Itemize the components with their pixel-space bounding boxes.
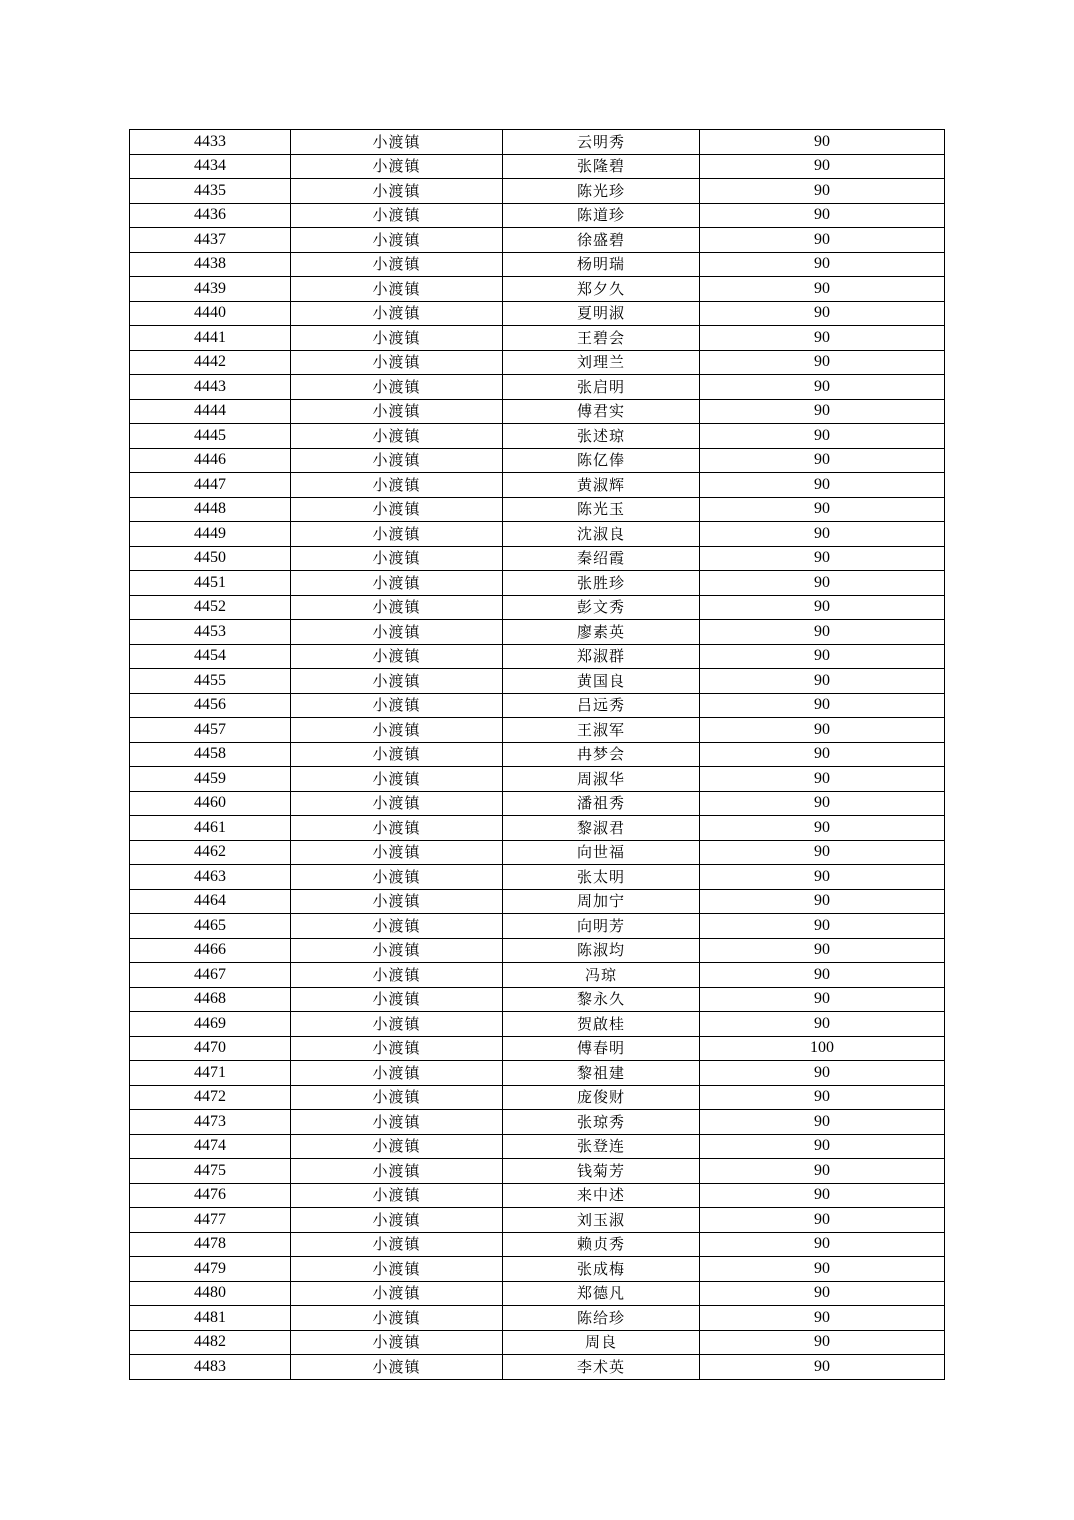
town-cell: 小渡镇 xyxy=(291,179,503,204)
name-cell: 周良 xyxy=(503,1330,700,1355)
table-row xyxy=(130,350,945,375)
name-cell: 庞俊财 xyxy=(503,1085,700,1110)
table-row xyxy=(130,1085,945,1110)
table-row xyxy=(130,424,945,449)
town-cell: 小渡镇 xyxy=(291,938,503,963)
score-cell: 90 xyxy=(700,963,945,988)
score-cell: 90 xyxy=(700,644,945,669)
id-cell: 4460 xyxy=(130,791,291,816)
table-row xyxy=(130,473,945,498)
id-cell: 4454 xyxy=(130,644,291,669)
id-cell: 4437 xyxy=(130,228,291,253)
id-cell: 4469 xyxy=(130,1012,291,1037)
town-cell: 小渡镇 xyxy=(291,1232,503,1257)
town-cell: 小渡镇 xyxy=(291,424,503,449)
score-cell: 90 xyxy=(700,987,945,1012)
table-row xyxy=(130,571,945,596)
id-cell: 4480 xyxy=(130,1281,291,1306)
id-cell: 4435 xyxy=(130,179,291,204)
id-cell: 4481 xyxy=(130,1306,291,1331)
score-cell: 90 xyxy=(700,1183,945,1208)
town-cell: 小渡镇 xyxy=(291,1281,503,1306)
table-row xyxy=(130,1061,945,1086)
name-cell: 贺啟桂 xyxy=(503,1012,700,1037)
score-cell: 90 xyxy=(700,375,945,400)
town-cell: 小渡镇 xyxy=(291,1061,503,1086)
score-cell: 90 xyxy=(700,889,945,914)
id-cell: 4449 xyxy=(130,522,291,547)
town-cell: 小渡镇 xyxy=(291,1110,503,1135)
id-cell: 4463 xyxy=(130,865,291,890)
id-cell: 4470 xyxy=(130,1036,291,1061)
name-cell: 陈给珍 xyxy=(503,1306,700,1331)
name-cell: 张太明 xyxy=(503,865,700,890)
score-cell: 90 xyxy=(700,1110,945,1135)
id-cell: 4448 xyxy=(130,497,291,522)
town-cell: 小渡镇 xyxy=(291,914,503,939)
town-cell: 小渡镇 xyxy=(291,154,503,179)
table-row xyxy=(130,669,945,694)
id-cell: 4479 xyxy=(130,1257,291,1282)
score-cell: 90 xyxy=(700,350,945,375)
name-cell: 周淑华 xyxy=(503,767,700,792)
name-cell: 冉梦会 xyxy=(503,742,700,767)
score-cell: 90 xyxy=(700,546,945,571)
id-cell: 4468 xyxy=(130,987,291,1012)
name-cell: 秦绍霞 xyxy=(503,546,700,571)
name-cell: 张述琼 xyxy=(503,424,700,449)
id-cell: 4459 xyxy=(130,767,291,792)
table-row xyxy=(130,399,945,424)
name-cell: 黄淑辉 xyxy=(503,473,700,498)
name-cell: 张启明 xyxy=(503,375,700,400)
table-row xyxy=(130,1208,945,1233)
town-cell: 小渡镇 xyxy=(291,791,503,816)
score-cell: 90 xyxy=(700,522,945,547)
table-row xyxy=(130,228,945,253)
name-cell: 郑德凡 xyxy=(503,1281,700,1306)
score-cell: 90 xyxy=(700,840,945,865)
score-cell: 90 xyxy=(700,816,945,841)
name-cell: 赖贞秀 xyxy=(503,1232,700,1257)
id-cell: 4450 xyxy=(130,546,291,571)
id-cell: 4457 xyxy=(130,718,291,743)
table-row xyxy=(130,620,945,645)
town-cell: 小渡镇 xyxy=(291,718,503,743)
table-row xyxy=(130,791,945,816)
score-cell: 90 xyxy=(700,424,945,449)
name-cell: 向明芳 xyxy=(503,914,700,939)
table-row xyxy=(130,497,945,522)
score-cell: 90 xyxy=(700,865,945,890)
table-row xyxy=(130,1355,945,1380)
table-row xyxy=(130,644,945,669)
town-cell: 小渡镇 xyxy=(291,840,503,865)
town-cell: 小渡镇 xyxy=(291,203,503,228)
id-cell: 4446 xyxy=(130,448,291,473)
table-row xyxy=(130,693,945,718)
id-cell: 4482 xyxy=(130,1330,291,1355)
id-cell: 4466 xyxy=(130,938,291,963)
score-cell: 90 xyxy=(700,1330,945,1355)
town-cell: 小渡镇 xyxy=(291,448,503,473)
id-cell: 4462 xyxy=(130,840,291,865)
town-cell: 小渡镇 xyxy=(291,252,503,277)
table-row xyxy=(130,301,945,326)
table-row xyxy=(130,595,945,620)
table-row xyxy=(130,938,945,963)
town-cell: 小渡镇 xyxy=(291,1208,503,1233)
score-cell: 90 xyxy=(700,914,945,939)
score-cell: 90 xyxy=(700,399,945,424)
table-row xyxy=(130,179,945,204)
id-cell: 4456 xyxy=(130,693,291,718)
town-cell: 小渡镇 xyxy=(291,816,503,841)
score-cell: 90 xyxy=(700,1012,945,1037)
table-row xyxy=(130,767,945,792)
score-cell: 90 xyxy=(700,179,945,204)
roster-table xyxy=(129,129,945,1380)
score-cell: 90 xyxy=(700,1085,945,1110)
town-cell: 小渡镇 xyxy=(291,1355,503,1380)
score-cell: 90 xyxy=(700,473,945,498)
name-cell: 冯琼 xyxy=(503,963,700,988)
id-cell: 4441 xyxy=(130,326,291,351)
name-cell: 张隆碧 xyxy=(503,154,700,179)
name-cell: 钱菊芳 xyxy=(503,1159,700,1184)
id-cell: 4443 xyxy=(130,375,291,400)
town-cell: 小渡镇 xyxy=(291,375,503,400)
town-cell: 小渡镇 xyxy=(291,277,503,302)
score-cell: 90 xyxy=(700,326,945,351)
score-cell: 90 xyxy=(700,497,945,522)
town-cell: 小渡镇 xyxy=(291,595,503,620)
town-cell: 小渡镇 xyxy=(291,350,503,375)
name-cell: 彭文秀 xyxy=(503,595,700,620)
town-cell: 小渡镇 xyxy=(291,1085,503,1110)
id-cell: 4475 xyxy=(130,1159,291,1184)
roster-table-body xyxy=(130,130,945,1380)
table-row xyxy=(130,277,945,302)
score-cell: 90 xyxy=(700,693,945,718)
id-cell: 4442 xyxy=(130,350,291,375)
town-cell: 小渡镇 xyxy=(291,130,503,155)
name-cell: 向世福 xyxy=(503,840,700,865)
name-cell: 黄国良 xyxy=(503,669,700,694)
id-cell: 4474 xyxy=(130,1134,291,1159)
town-cell: 小渡镇 xyxy=(291,228,503,253)
town-cell: 小渡镇 xyxy=(291,963,503,988)
id-cell: 4436 xyxy=(130,203,291,228)
town-cell: 小渡镇 xyxy=(291,767,503,792)
id-cell: 4458 xyxy=(130,742,291,767)
table-row xyxy=(130,1183,945,1208)
town-cell: 小渡镇 xyxy=(291,889,503,914)
id-cell: 4455 xyxy=(130,669,291,694)
name-cell: 黎永久 xyxy=(503,987,700,1012)
name-cell: 张琼秀 xyxy=(503,1110,700,1135)
score-cell: 90 xyxy=(700,1355,945,1380)
score-cell: 90 xyxy=(700,130,945,155)
table-row xyxy=(130,1134,945,1159)
score-cell: 90 xyxy=(700,669,945,694)
score-cell: 90 xyxy=(700,154,945,179)
name-cell: 徐盛碧 xyxy=(503,228,700,253)
table-row xyxy=(130,889,945,914)
town-cell: 小渡镇 xyxy=(291,1183,503,1208)
town-cell: 小渡镇 xyxy=(291,1159,503,1184)
table-row xyxy=(130,1232,945,1257)
table-row xyxy=(130,522,945,547)
name-cell: 陈亿俸 xyxy=(503,448,700,473)
id-cell: 4433 xyxy=(130,130,291,155)
town-cell: 小渡镇 xyxy=(291,571,503,596)
score-cell: 90 xyxy=(700,718,945,743)
town-cell: 小渡镇 xyxy=(291,473,503,498)
name-cell: 陈光珍 xyxy=(503,179,700,204)
score-cell: 90 xyxy=(700,1306,945,1331)
score-cell: 90 xyxy=(700,571,945,596)
id-cell: 4451 xyxy=(130,571,291,596)
score-cell: 90 xyxy=(700,448,945,473)
table-row xyxy=(130,130,945,155)
id-cell: 4440 xyxy=(130,301,291,326)
id-cell: 4477 xyxy=(130,1208,291,1233)
id-cell: 4464 xyxy=(130,889,291,914)
score-cell: 90 xyxy=(700,791,945,816)
score-cell: 90 xyxy=(700,1061,945,1086)
town-cell: 小渡镇 xyxy=(291,399,503,424)
table-row xyxy=(130,252,945,277)
town-cell: 小渡镇 xyxy=(291,865,503,890)
score-cell: 90 xyxy=(700,1159,945,1184)
name-cell: 沈淑良 xyxy=(503,522,700,547)
score-cell: 90 xyxy=(700,1281,945,1306)
id-cell: 4447 xyxy=(130,473,291,498)
table-row xyxy=(130,326,945,351)
name-cell: 陈道珍 xyxy=(503,203,700,228)
id-cell: 4461 xyxy=(130,816,291,841)
name-cell: 吕远秀 xyxy=(503,693,700,718)
name-cell: 张成梅 xyxy=(503,1257,700,1282)
town-cell: 小渡镇 xyxy=(291,301,503,326)
score-cell: 90 xyxy=(700,1208,945,1233)
id-cell: 4439 xyxy=(130,277,291,302)
town-cell: 小渡镇 xyxy=(291,1012,503,1037)
id-cell: 4473 xyxy=(130,1110,291,1135)
name-cell: 王淑军 xyxy=(503,718,700,743)
score-cell: 90 xyxy=(700,938,945,963)
score-cell: 90 xyxy=(700,252,945,277)
town-cell: 小渡镇 xyxy=(291,1330,503,1355)
name-cell: 周加宁 xyxy=(503,889,700,914)
town-cell: 小渡镇 xyxy=(291,693,503,718)
name-cell: 郑夕久 xyxy=(503,277,700,302)
id-cell: 4444 xyxy=(130,399,291,424)
town-cell: 小渡镇 xyxy=(291,1306,503,1331)
town-cell: 小渡镇 xyxy=(291,987,503,1012)
id-cell: 4465 xyxy=(130,914,291,939)
score-cell: 90 xyxy=(700,277,945,302)
table-row xyxy=(130,865,945,890)
table-row xyxy=(130,963,945,988)
name-cell: 李术英 xyxy=(503,1355,700,1380)
town-cell: 小渡镇 xyxy=(291,1134,503,1159)
table-row xyxy=(130,546,945,571)
id-cell: 4471 xyxy=(130,1061,291,1086)
name-cell: 陈淑均 xyxy=(503,938,700,963)
id-cell: 4445 xyxy=(130,424,291,449)
name-cell: 傅春明 xyxy=(503,1036,700,1061)
score-cell: 90 xyxy=(700,767,945,792)
score-cell: 100 xyxy=(700,1036,945,1061)
id-cell: 4478 xyxy=(130,1232,291,1257)
score-cell: 90 xyxy=(700,620,945,645)
town-cell: 小渡镇 xyxy=(291,522,503,547)
name-cell: 张登连 xyxy=(503,1134,700,1159)
id-cell: 4438 xyxy=(130,252,291,277)
score-cell: 90 xyxy=(700,228,945,253)
name-cell: 刘玉淑 xyxy=(503,1208,700,1233)
id-cell: 4467 xyxy=(130,963,291,988)
town-cell: 小渡镇 xyxy=(291,644,503,669)
score-cell: 90 xyxy=(700,1134,945,1159)
table-row xyxy=(130,914,945,939)
table-row xyxy=(130,718,945,743)
town-cell: 小渡镇 xyxy=(291,326,503,351)
id-cell: 4453 xyxy=(130,620,291,645)
id-cell: 4476 xyxy=(130,1183,291,1208)
name-cell: 廖素英 xyxy=(503,620,700,645)
score-cell: 90 xyxy=(700,1232,945,1257)
town-cell: 小渡镇 xyxy=(291,669,503,694)
name-cell: 傅君实 xyxy=(503,399,700,424)
table-row xyxy=(130,1110,945,1135)
town-cell: 小渡镇 xyxy=(291,620,503,645)
table-row xyxy=(130,1159,945,1184)
name-cell: 云明秀 xyxy=(503,130,700,155)
id-cell: 4483 xyxy=(130,1355,291,1380)
id-cell: 4452 xyxy=(130,595,291,620)
table-row xyxy=(130,987,945,1012)
table-row xyxy=(130,1330,945,1355)
name-cell: 刘理兰 xyxy=(503,350,700,375)
score-cell: 90 xyxy=(700,1257,945,1282)
name-cell: 黎祖建 xyxy=(503,1061,700,1086)
town-cell: 小渡镇 xyxy=(291,497,503,522)
table-row xyxy=(130,375,945,400)
id-cell: 4472 xyxy=(130,1085,291,1110)
name-cell: 陈光玉 xyxy=(503,497,700,522)
name-cell: 王碧会 xyxy=(503,326,700,351)
name-cell: 张胜珍 xyxy=(503,571,700,596)
name-cell: 来中述 xyxy=(503,1183,700,1208)
name-cell: 夏明淑 xyxy=(503,301,700,326)
table-row xyxy=(130,1257,945,1282)
name-cell: 郑淑群 xyxy=(503,644,700,669)
table-row xyxy=(130,448,945,473)
town-cell: 小渡镇 xyxy=(291,742,503,767)
score-cell: 90 xyxy=(700,301,945,326)
table-row xyxy=(130,1306,945,1331)
table-row xyxy=(130,816,945,841)
name-cell: 潘祖秀 xyxy=(503,791,700,816)
town-cell: 小渡镇 xyxy=(291,546,503,571)
table-row xyxy=(130,154,945,179)
table-row xyxy=(130,1012,945,1037)
id-cell: 4434 xyxy=(130,154,291,179)
table-row xyxy=(130,203,945,228)
table-row xyxy=(130,1036,945,1061)
name-cell: 杨明瑞 xyxy=(503,252,700,277)
score-cell: 90 xyxy=(700,595,945,620)
table-row xyxy=(130,840,945,865)
town-cell: 小渡镇 xyxy=(291,1257,503,1282)
table-row xyxy=(130,1281,945,1306)
score-cell: 90 xyxy=(700,742,945,767)
table-row xyxy=(130,742,945,767)
name-cell: 黎淑君 xyxy=(503,816,700,841)
town-cell: 小渡镇 xyxy=(291,1036,503,1061)
score-cell: 90 xyxy=(700,203,945,228)
